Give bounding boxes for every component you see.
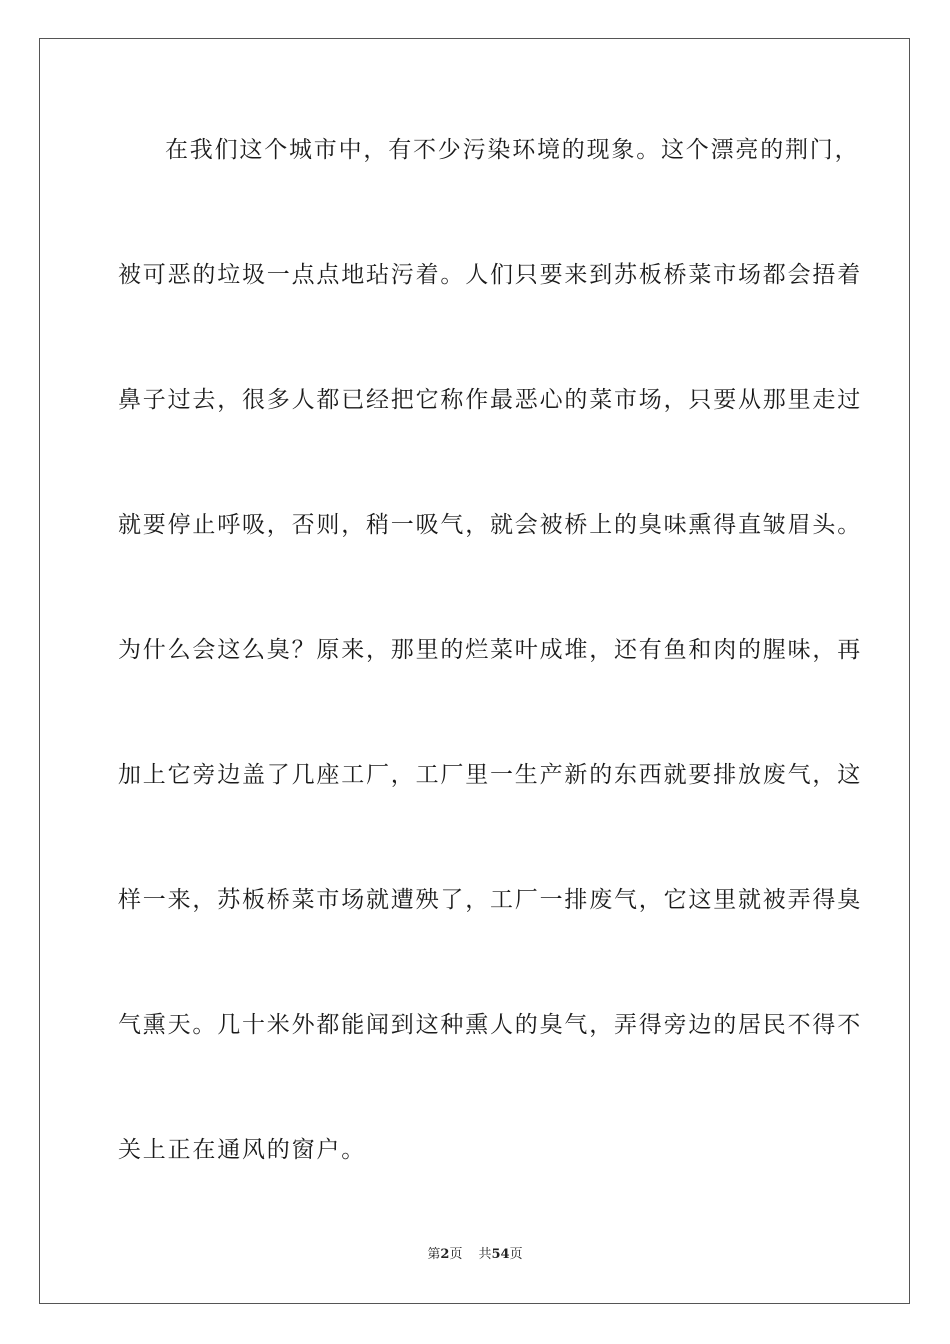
page-footer <box>0 1247 950 1263</box>
page-frame <box>39 38 910 1304</box>
page-number-suffix: 页 <box>449 1247 463 1262</box>
paragraph-line-1: 在我们这个城市中，有不少污染环境的现象。这个漂亮的荆门， <box>165 137 860 163</box>
paragraph-line-2: 被可恶的垃圾一点点地玷污着。人们只要来到苏板桥菜市场都会捂着 <box>118 262 862 288</box>
paragraph-line-3: 鼻子过去，很多人都已经把它称作最恶心的菜市场，只要从那里走过 <box>118 387 862 413</box>
total-pages-number: 54 <box>491 1247 510 1262</box>
paragraph-line-4: 就要停止呼吸，否则，稍一吸气，就会被桥上的臭味熏得直皱眉头。 <box>118 512 862 538</box>
paragraph-line-5: 为什么会这么臭？原来，那里的烂菜叶成堆，还有鱼和肉的腥味，再 <box>118 637 862 663</box>
paragraph-line-8: 气熏天。几十米外都能闻到这种熏人的臭气，弄得旁边的居民不得不 <box>118 1012 862 1038</box>
total-pages-prefix: 共 <box>478 1247 492 1262</box>
page-number-prefix: 第 <box>427 1247 441 1262</box>
current-page-number: 2 <box>440 1247 450 1262</box>
total-pages-suffix: 页 <box>509 1247 523 1262</box>
paragraph-line-6: 加上它旁边盖了几座工厂，工厂里一生产新的东西就要排放废气，这 <box>118 762 862 788</box>
paragraph-line-9: 关上正在通风的窗户。 <box>118 1137 366 1163</box>
paragraph-line-7: 样一来，苏板桥菜市场就遭殃了，工厂一排废气，它这里就被弄得臭 <box>118 887 862 913</box>
